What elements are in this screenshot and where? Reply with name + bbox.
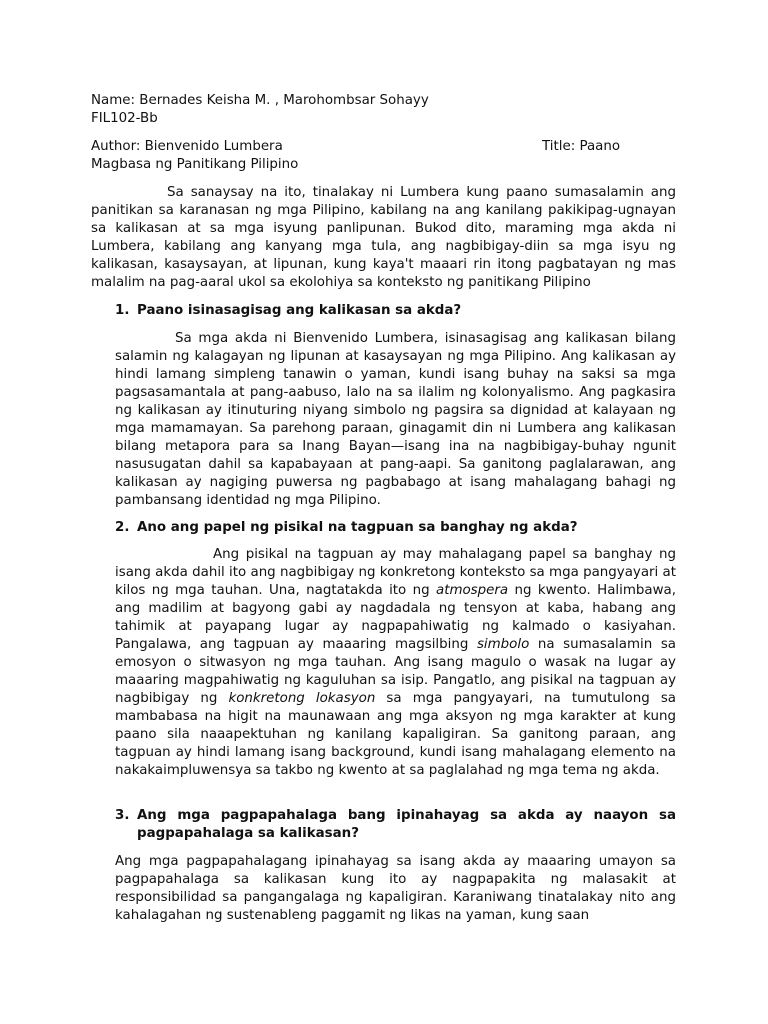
question-1-number: 1. [115,303,130,318]
question-2-text: Ano ang papel ng pisikal na tagpuan sa banghay ng akda? [137,520,578,535]
title-line-continued: Magbasa ng Panitikang Pilipino [91,157,299,172]
answer-2-emphasis-atmospera: atmospera [435,583,509,598]
answer-2-text-c: na sumasalamin sa emosyon o sitwasyon ng mga tauhan. Ang isang magulo o wasak na lugar ay maaaring magpahiwatig ng kaguluhan sa isip. Pangatlo, ang pisikal na tagpuan ay nagbibigay ng [115,637,676,706]
question-3-heading [115,807,676,843]
question-2-number: 2. [115,520,130,535]
answer-2-paragraph [115,546,676,780]
answer-2-emphasis-lokasyon: konkretong lokasyon [228,691,376,706]
question-2-heading [115,519,676,537]
answer-1-text: Sa mga akda ni Bienvenido Lumbera, isinasagisag ang kalikasan bilang salamin ng kalagayan ng lipunan at kasaysayan ng mga Pilipino. Ang kalikasan ay hindi lamang simpleng tanawin o yaman, kundi isang buhay na saksi sa mga pagsasamantala at pang-aabuso, lalo na sa ilalim ng kolonyalismo. Ang pagkasira ng kalikasan ay itinuturing niyang simbolo ng pagsira sa dignidad at kalayaan ng mga mamamayan. Sa parehong paraan, ginagamit din ni Lumbera ang kalikasan bilang metapora para sa Inang Bayan—isang ina na nagbibigay-buhay ngunit nasusugatan dahil sa kapabayaan at pang-aapi. Sa ganitong paglalarawan, ang kalikasan ay nagiging puwersa ng pagbabago at isang mahalagang bahagi ng pambansang identidad ng mga Pilipino. [115,331,676,508]
title-line: Title: Paano [542,139,621,154]
student-names: Name: Bernades Keisha M. , Marohombsar Sohayy [91,93,429,108]
intro-paragraph [91,184,676,292]
answer-1-paragraph [115,330,676,510]
answer-2-emphasis-simbolo: simbolo [476,637,530,652]
author-line: Author: Bienvenido Lumbera [91,139,283,154]
answer-2-text-d: sa mga pangyayari, na tumutulong sa mambabasa na higit na maunawaan ang mga aksyon ng mga karakter at kung paano sila naaapektuhan ng kanilang kapaligiran. Sa ganitong paraan, ang tagpuan ay hindi lamang isang background, kundi isang mahalagang elemento na nakakaimpluwensya sa takbo ng kwento at sa paglalahad ng mga tema ng akda. [115,691,677,778]
intro-text: Sa sanaysay na ito, tinalakay ni Lumbera kung paano sumasalamin ang panitikan sa karanasan ng mga Pilipino, kabilang na ang kanilang pakikipag-ugnayan sa kalikasan at sa mga isyung panlipunan. Bukod dito, maraming mga akda ni Lumbera, kabilang ang kanyang mga tula, ang nagbibigay-diin sa mga isyu ng kalikasan, kasaysayan, at lipunan, kung kaya't maaari rin itong pagbatayan ng mas malalim na pag-aaral ukol sa ekolohiya sa konteksto ng panitikang Pilipino [91,185,676,290]
question-1-heading [115,302,676,320]
question-3-number: 3. [115,808,130,823]
question-3-text: Ang mga pagpapahalaga bang ipinahayag sa akda ay naayon sa pagpapahalaga sa kalikasan? [137,808,676,841]
answer-3-paragraph: Ang mga pagpapahalagang ipinahayag sa isang akda ay maaaring umayon sa pagpapahalaga sa kalikasan kung ito ay nagpapakita ng malasakit at responsibilidad sa pangangalaga ng kapaligiran. Karaniwang tinatalakay nito ang kahalagahan ng sustenableng paggamit ng likas na yaman, kung saan [115,854,676,923]
answer-2-text-a: Ang pisikal na tagpuan ay may mahalagang papel sa banghay ng isang akda dahil ito ang nagbibigay ng konkretong konteksto sa mga pangyayari at kilos ng mga tauhan. Una, nagtatakda ito ng [115,547,676,598]
course-code: FIL102-Bb [91,111,158,126]
question-1-text: Paano isinasagisag ang kalikasan sa akda? [137,303,462,318]
answer-2-text-b: ng kwento. Halimbawa, ang madilim at bagyong gabi ay nagdadala ng tensyon at kaba, habang ang tahimik at payapang lugar ay nagpapahiwatig ng kalmado o kasiyahan. Pangalawa, ang tagpuan ay maaaring magsilbing [115,583,677,652]
